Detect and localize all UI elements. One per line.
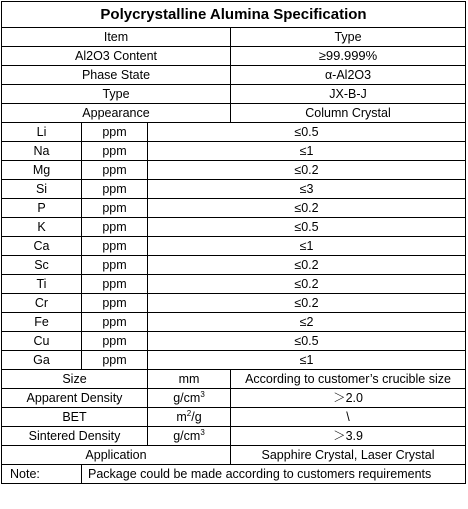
impurity-unit: ppm [82, 161, 148, 180]
impurity-value: ≤0.2 [148, 294, 466, 313]
impurity-row [2, 237, 466, 256]
row-label: Phase State [2, 66, 231, 85]
impurity-value: ≤0.2 [148, 275, 466, 294]
impurity-value: ≤3 [148, 180, 466, 199]
impurity-element: Ti [2, 275, 82, 294]
bet-row [2, 408, 466, 427]
page-title: Polycrystalline Alumina Specification [2, 2, 466, 28]
impurity-value: ≤0.5 [148, 123, 466, 142]
spec-table [1, 1, 466, 484]
impurity-row [2, 332, 466, 351]
row-label: Apparent Density [2, 389, 148, 408]
impurity-element: Si [2, 180, 82, 199]
impurity-element: Li [2, 123, 82, 142]
impurity-unit: ppm [82, 332, 148, 351]
impurity-row [2, 180, 466, 199]
note-text: Package could be made according to customers requirements [82, 465, 466, 484]
impurity-element: Mg [2, 161, 82, 180]
apparent-density-row [2, 389, 466, 408]
impurity-row [2, 199, 466, 218]
general-row-type [2, 85, 466, 104]
impurity-element: Fe [2, 313, 82, 332]
impurity-element: Na [2, 142, 82, 161]
impurity-unit: ppm [82, 123, 148, 142]
sintered-density-row [2, 427, 466, 446]
row-label: Size [2, 370, 148, 389]
impurity-row [2, 142, 466, 161]
general-row-appearance [2, 104, 466, 123]
row-value: ＞2.0 [231, 389, 466, 408]
impurity-row [2, 123, 466, 142]
impurity-element: K [2, 218, 82, 237]
header-item: Item [2, 28, 231, 47]
row-label: Appearance [2, 104, 231, 123]
impurity-element: Ga [2, 351, 82, 370]
impurity-value: ≤1 [148, 351, 466, 370]
impurity-element: Sc [2, 256, 82, 275]
spec-sheet [1, 1, 465, 484]
impurity-unit: ppm [82, 199, 148, 218]
impurity-value: ≤0.5 [148, 218, 466, 237]
impurity-row [2, 313, 466, 332]
impurity-element: Cr [2, 294, 82, 313]
row-value: Column Crystal [231, 104, 466, 123]
row-value: According to customer’s crucible size [231, 370, 466, 389]
impurity-value: ≤2 [148, 313, 466, 332]
impurity-unit: ppm [82, 142, 148, 161]
row-label: Application [2, 446, 231, 465]
row-unit: $g/cm^3$ [148, 427, 231, 446]
impurity-unit: ppm [82, 256, 148, 275]
impurity-value: ≤0.2 [148, 161, 466, 180]
impurity-value: ≤0.2 [148, 199, 466, 218]
impurity-row [2, 275, 466, 294]
impurity-unit: ppm [82, 351, 148, 370]
impurity-value: ≤0.2 [148, 256, 466, 275]
row-unit: $m^2/g$ [148, 408, 231, 427]
row-label: Al2O3 Content [2, 47, 231, 66]
note-row [2, 465, 466, 484]
impurity-value: ≤0.5 [148, 332, 466, 351]
impurity-row [2, 161, 466, 180]
row-value: \ [231, 408, 466, 427]
impurity-unit: ppm [82, 275, 148, 294]
application-row [2, 446, 466, 465]
row-label: Sintered Density [2, 427, 148, 446]
row-value: JX-B-J [231, 85, 466, 104]
impurity-element: Cu [2, 332, 82, 351]
impurity-row [2, 218, 466, 237]
impurity-value: ≤1 [148, 142, 466, 161]
row-unit: mm [148, 370, 231, 389]
row-label: BET [2, 408, 148, 427]
size-row [2, 370, 466, 389]
impurity-row [2, 294, 466, 313]
general-row-content [2, 47, 466, 66]
row-unit: $g/cm^3$ [148, 389, 231, 408]
impurity-unit: ppm [82, 294, 148, 313]
impurity-unit: ppm [82, 237, 148, 256]
row-value: ≥99.999% [231, 47, 466, 66]
impurity-value: ≤1 [148, 237, 466, 256]
impurity-unit: ppm [82, 180, 148, 199]
header-row [2, 28, 466, 47]
impurity-element: P [2, 199, 82, 218]
impurity-unit: ppm [82, 218, 148, 237]
title-row [2, 2, 466, 28]
note-label: Note: [2, 465, 82, 484]
row-value: ＞3.9 [231, 427, 466, 446]
row-label: Type [2, 85, 231, 104]
impurity-unit: ppm [82, 313, 148, 332]
row-value: α-Al2O3 [231, 66, 466, 85]
impurity-row [2, 256, 466, 275]
row-value: Sapphire Crystal, Laser Crystal [231, 446, 466, 465]
general-row-phase [2, 66, 466, 85]
impurity-row [2, 351, 466, 370]
header-type: Type [231, 28, 466, 47]
impurity-element: Ca [2, 237, 82, 256]
